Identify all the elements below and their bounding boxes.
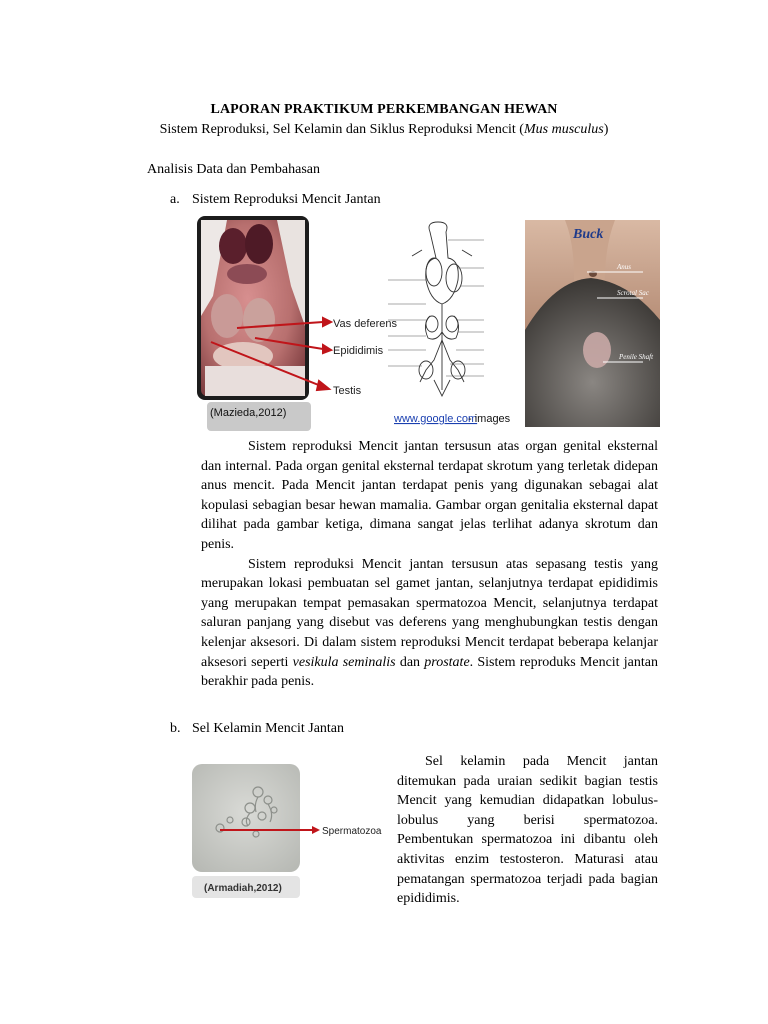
label-penile-shaft: Penile Shaft [619, 353, 654, 361]
paragraph-internal-organs [201, 555, 658, 692]
document-subtitle [0, 122, 768, 138]
term-prostate: prostate [424, 654, 470, 670]
label-scrotal-sac: Scrotal Sac [617, 289, 649, 297]
subsection-b-title: Sel Kelamin Mencit Jantan [192, 721, 345, 736]
paragraph-external-genitalia: Sistem reproduksi Mencit jantan tersusun atas organ genital eksternal dan internal. Pada organ genital eksternal terdapat skrotum yang terletak didepan anus mencit. Pada Mencit jantan terdapat penis yang digunakan sebagai alat kopulasi sebagian besar hewan mamalia. Gambar organ genitalia eksternal dapat dilihat pada gambar ketiga, dimana sangat jelas terlihat adanya skrotum dan penis. [201, 439, 658, 552]
buck-photo [525, 220, 660, 427]
anatomy-diagram [386, 220, 521, 430]
subsection-b-marker: b. [170, 721, 181, 736]
body-text-block-a [201, 437, 658, 692]
dissection-figure [197, 216, 398, 431]
subsection-a-marker: a. [170, 192, 180, 207]
paragraph2-text-3: . Sistem reproduks Mencit jantan berakhir pada penis. [201, 654, 658, 690]
paragraph-sex-cells: Sel kelamin pada Mencit jantan ditemukan pada uraian sedikit bagian testis Mencit yang kemudian didapatkan lobulus-lobulus yang berisi spermatozoa. Pembentukan spermatozoa ini dibantu oleh aktivitas enzim testosteron. Maturasi atau pematangan spermatozoa terjadi pada bagian epididimis. [397, 754, 658, 907]
label-testis: Testis [333, 385, 362, 397]
label-vas-deferens: Vas deferens [333, 318, 398, 330]
body-text-block-b [397, 752, 658, 909]
diagram-credit-link[interactable]: www.google.com [394, 413, 478, 425]
diagram-credit-suffix: - images [468, 413, 511, 425]
buck-photo-figure [525, 220, 660, 427]
section-heading: Analisis Data dan Pembahasan [147, 162, 321, 177]
subsection-a-title: Sistem Reproduksi Mencit Jantan [192, 192, 381, 207]
spermatozoa-credit: (Armadiah,2012) [204, 883, 282, 894]
term-vesikula-seminalis: vesikula seminalis [292, 654, 396, 670]
dissection-photo [197, 216, 398, 431]
dissection-credit: (Mazieda,2012) [210, 407, 287, 419]
document-title: LAPORAN PRAKTIKUM PERKEMBANGAN HEWAN [210, 102, 558, 117]
label-anus: Anus [617, 263, 631, 271]
paragraph2-text-1: Sistem reproduksi Mencit jantan tersusun atas sepasang testis yang merupakan lokasi pembuatan sel gamet jantan, selanjutnya terdapat epididimis yang merupakan tempat pemasakan spermatozoa Mencit, selanjutnya terdapat saluran panjang yang disebut vas deferens yang menghubungkan testis dengan kelenjar aksesori. Di dalam sistem reproduksi Mencit terdapat beberapa kelanjar aksesori seperti [201, 556, 658, 670]
subtitle-species: Mus musculus [523, 122, 604, 137]
paragraph2-text-2: dan [395, 654, 425, 670]
subsection-b-heading [170, 721, 344, 737]
label-epididimis: Epididimis [333, 345, 384, 357]
label-spermatozoa: Spermatozoa [322, 826, 382, 837]
spermatozoa-micrograph [190, 762, 390, 902]
buck-title: Buck [573, 227, 604, 242]
anatomy-diagram-figure [386, 220, 521, 430]
subtitle-close: ) [603, 122, 609, 137]
spermatozoa-figure [190, 762, 390, 902]
subtitle-text: Sistem Reproduksi, Sel Kelamin dan Siklus Reproduksi Mencit ( [159, 122, 524, 137]
subsection-a-heading [170, 192, 381, 208]
